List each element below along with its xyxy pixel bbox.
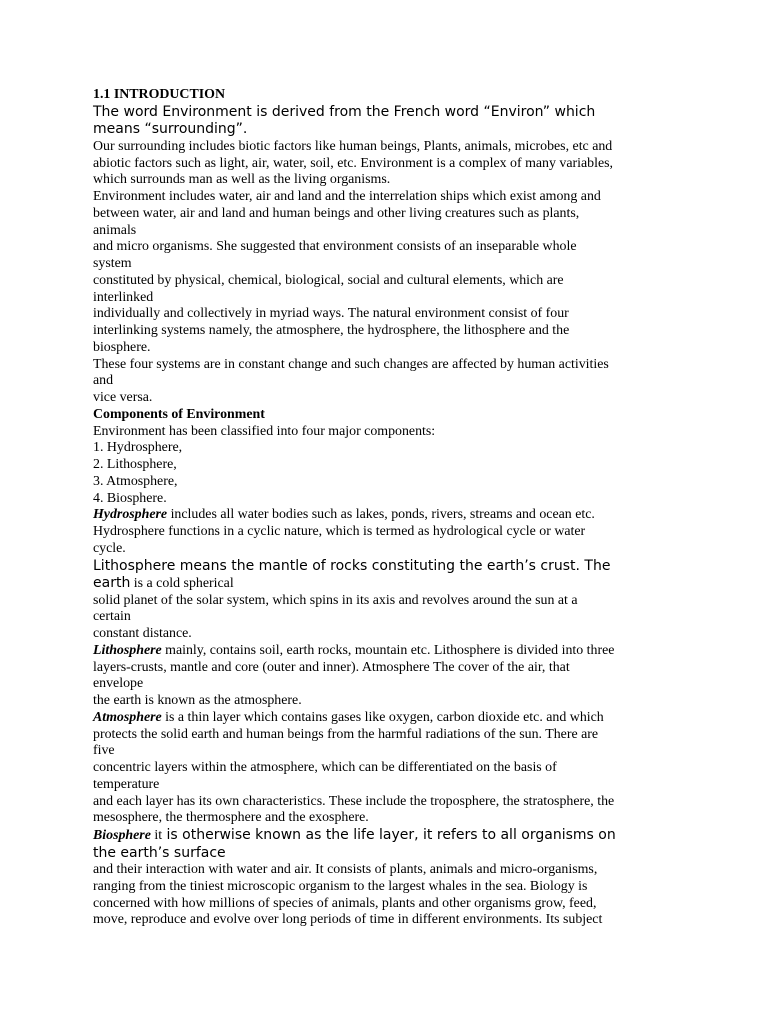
body-line: which surrounds man as well as the living organisms. xyxy=(93,172,391,188)
body-line: and xyxy=(93,373,114,389)
body-line: animals xyxy=(93,222,137,238)
body-line: constant distance. xyxy=(93,626,192,641)
hydrosphere-paragraph-line xyxy=(93,507,683,524)
hydrosphere-text: includes all water bodies such as lakes, ponds, rivers, streams and ocean etc. xyxy=(167,507,595,523)
body-line: the earth is known as the atmosphere. xyxy=(93,693,302,708)
body-line: and their interaction with water and air. It consists of plants, animals and micro-organisms, xyxy=(93,862,598,877)
body-line: vice versa. xyxy=(93,390,153,405)
document-page xyxy=(93,87,683,929)
body-line: concentric layers within the atmosphere, which can be differentiated on the basis of xyxy=(93,760,557,775)
biosphere-paragraph-line xyxy=(93,827,683,845)
atmosphere-text: is a thin layer which contains gases like oxygen, carbon dioxide etc. and which xyxy=(161,709,604,725)
body-line: constituted by physical, chemical, biological, social and cultural elements, which are xyxy=(93,272,564,288)
body-line: mesosphere, the thermosphere and the exosphere. xyxy=(93,810,369,826)
lithosphere-text: mainly, contains soil, earth rocks, mountain etc. Lithosphere is divided into three xyxy=(161,642,615,658)
body-line: certain xyxy=(93,609,131,625)
lithosphere-term: Lithosphere xyxy=(93,642,162,658)
section-heading: 1.1 INTRODUCTION xyxy=(93,87,225,102)
body-line: These four systems are in constant change and such changes are affected by human activities xyxy=(93,356,609,372)
body-line: solid planet of the solar system, which spins in its axis and revolves around the sun at a xyxy=(93,592,578,608)
body-line: layers-crusts, mantle and core (outer and inner). Atmosphere The cover of the air, that xyxy=(93,659,570,675)
atmosphere-term: Atmosphere xyxy=(93,709,162,725)
biosphere-line: the earth’s surface xyxy=(93,844,226,861)
body-line: protects the solid earth and human beings from the harmful radiations of the sun. There are xyxy=(93,726,599,742)
lithosphere-intro-line: Lithosphere means the mantle of rocks constituting the earth’s crust. The xyxy=(93,557,611,574)
body-line: Hydrosphere functions in a cyclic nature, which is termed as hydrological cycle or water xyxy=(93,524,586,539)
body-line: interlinking systems namely, the atmosphere, the hydrosphere, the lithosphere and the xyxy=(93,323,570,338)
atmosphere-paragraph-line xyxy=(93,710,683,727)
body-line: and micro organisms. She suggested that environment consists of an inseparable whole xyxy=(93,239,577,255)
body-line: envelope xyxy=(93,676,144,692)
biosphere-it: it xyxy=(150,828,163,843)
components-list-item: 1. Hydrosphere, xyxy=(93,440,183,456)
components-list-item: 4. Biosphere. xyxy=(93,490,167,506)
body-line: abiotic factors such as light, air, water, soil, etc. Environment is a complex of many variables, xyxy=(93,155,614,171)
body-line: interlinked xyxy=(93,289,154,305)
body-line: and each layer has its own characteristics. These include the troposphere, the stratosphere, the xyxy=(93,793,615,809)
biosphere-text: is otherwise known as the life layer, it refers to all organisms on xyxy=(162,827,616,843)
lithosphere-intro-rest: is a cold spherical xyxy=(130,576,234,591)
body-line: concerned with how millions of species of animals, plants and other organisms grow, feed, xyxy=(93,895,597,911)
intro-line: The word Environment is derived from the French word “Environ” which xyxy=(93,103,596,120)
hydrosphere-term: Hydrosphere xyxy=(93,507,168,523)
intro-line: means “surrounding”. xyxy=(93,121,248,138)
lithosphere-intro-line xyxy=(93,575,683,593)
components-list-item: 2. Lithosphere, xyxy=(93,457,177,472)
body-line: Environment includes water, air and land and the interrelation ships which exist among and xyxy=(93,189,601,204)
lithosphere-intro-word: earth xyxy=(93,575,131,591)
body-line: individually and collectively in myriad ways. The natural environment consist of four xyxy=(93,306,569,322)
body-line: five xyxy=(93,743,115,759)
body-line: cycle. xyxy=(93,540,126,556)
biosphere-term: Biosphere xyxy=(93,828,151,843)
components-intro: Environment has been classified into four major components: xyxy=(93,423,436,439)
body-line: between water, air and land and human beings and other living creatures such as plants, xyxy=(93,205,580,221)
body-line: system xyxy=(93,256,132,271)
components-list-item: 3. Atmosphere, xyxy=(93,473,178,489)
body-line: ranging from the tiniest microscopic organism to the largest whales in the sea. Biology is xyxy=(93,878,588,894)
body-line: move, reproduce and evolve over long periods of time in different environments. Its subject xyxy=(93,912,603,928)
body-line: biosphere. xyxy=(93,339,151,355)
components-heading: Components of Environment xyxy=(93,406,265,422)
body-line: Our surrounding includes biotic factors like human beings, Plants, animals, microbes, etc and xyxy=(93,138,613,154)
body-line: temperature xyxy=(93,776,160,792)
lithosphere-paragraph-line xyxy=(93,643,683,660)
